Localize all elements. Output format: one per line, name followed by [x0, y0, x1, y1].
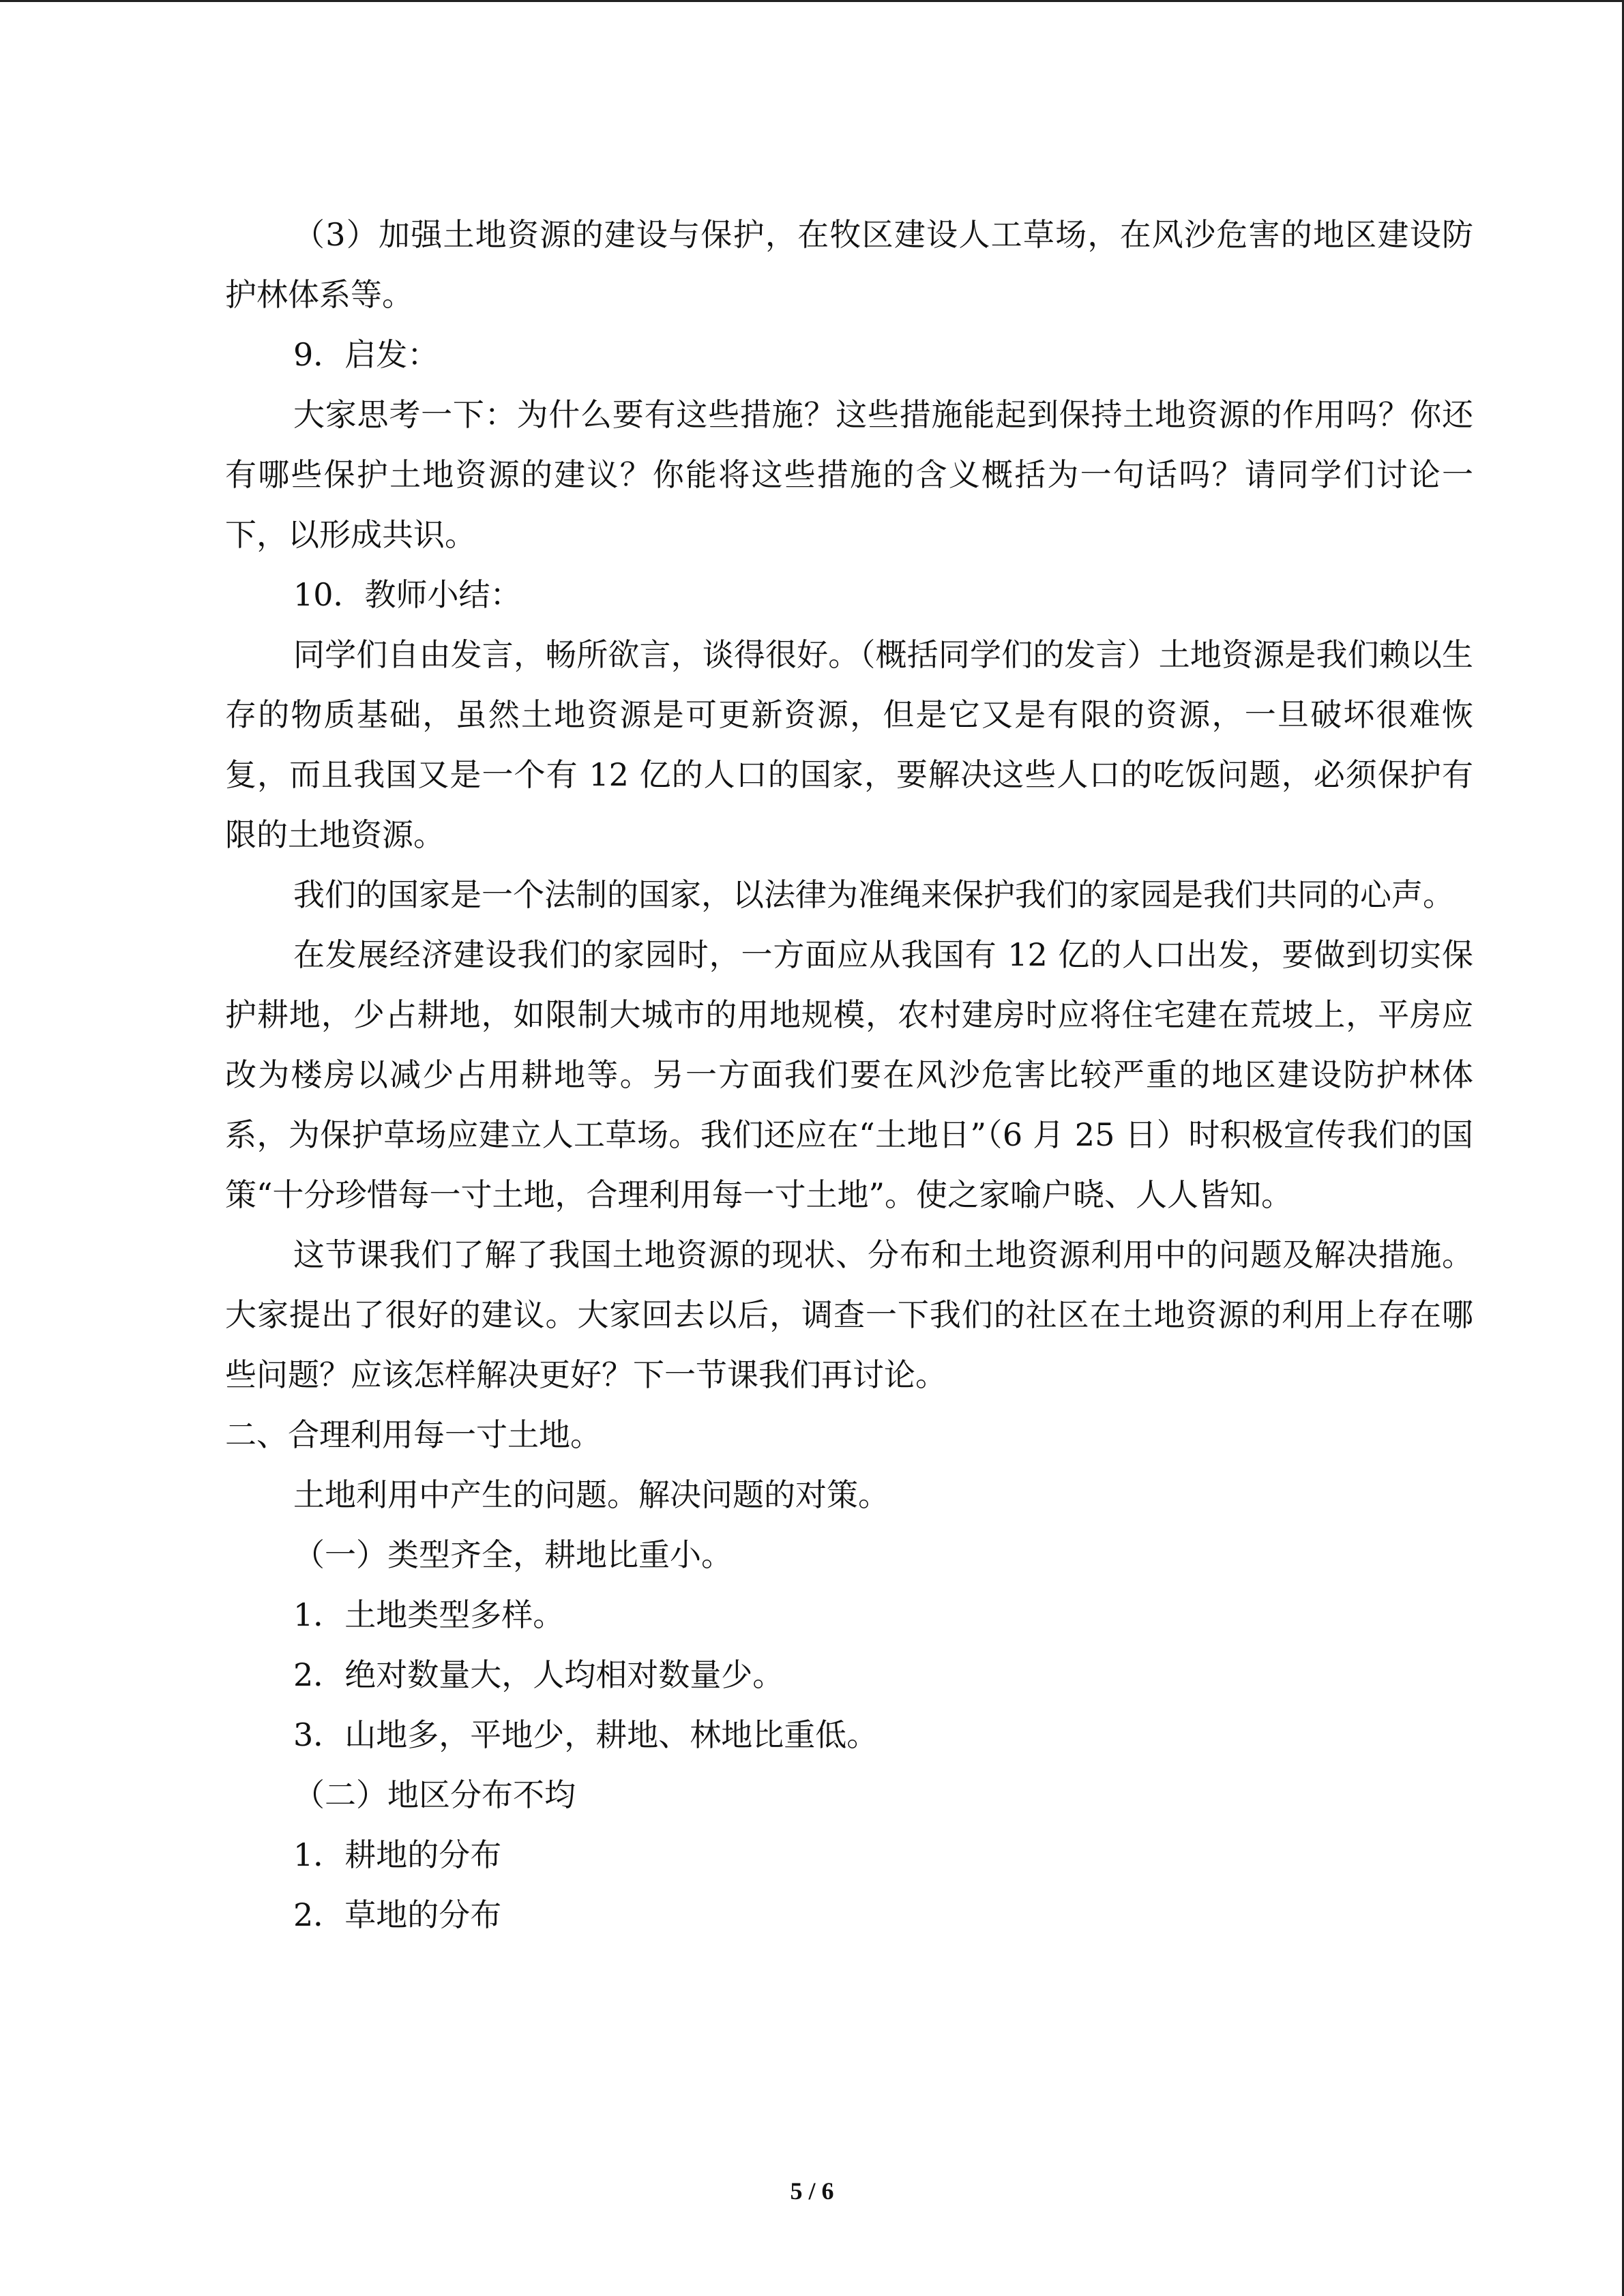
paragraph-legal-protection: 我们的国家是一个法制的国家，以法律为准绳来保护我们的家园是我们共同的心声。 [293, 876, 1454, 913]
page-number: 5 / 6 [790, 2177, 834, 2205]
subheading-uneven-distribution: （二）地区分布不均 [293, 1776, 576, 1813]
list-item-mountains-plains: 3．山地多，平地少，耕地、林地比重低。 [293, 1716, 879, 1753]
list-item-land-types: 1．土地类型多样。 [293, 1596, 565, 1633]
paragraph-heading-inspiration: 9．启发： [293, 336, 439, 373]
paragraph-lesson-wrapup: 这节课我们了解了我国土地资源的现状、分布和土地资源利用中的问题及解决措施。大家提出了很好的建议。大家回去以后，调查一下我们的社区在土地资源的利用上存在哪些问题？应该怎样解决更好？下一节课我们再讨论。 [225, 1236, 1473, 1393]
paragraph-problems-solutions: 土地利用中产生的问题。解决问题的对策。 [293, 1476, 889, 1513]
paragraph-summary-resources: 同学们自由发言，畅所欲言，谈得很好。（概括同学们的发言）土地资源是我们赖以生存的物质基础，虽然土地资源是可更新资源，但是它又是有限的资源，一旦破坏很难恢复，而且我国又是一个有 12 亿的人口的国家，要解决这些人口的吃饭问题，必须保护有限的土地资源。 [225, 636, 1473, 853]
list-item-grassland-distribution: 2．草地的分布 [293, 1896, 502, 1933]
top-border-line [0, 0, 1624, 2]
list-item-quantity: 2．绝对数量大，人均相对数量少。 [293, 1656, 784, 1693]
paragraph-heading-teacher-summary: 10．教师小结： [293, 576, 522, 613]
paragraph-economic-development: 在发展经济建设我们的家园时，一方面应从我国有 12 亿的人口出发，要做到切实保护耕地，少占耕地，如限制大城市的用地规模，农村建房时应将住宅建在荒坡上，平房应改为楼房以减少占用耕地等。另一方面我们要在风沙危害比较严重的地区建设防护林体系，为保护草场应建立人工草场。我们还应在“土地日”（6 月 25 日）时积极宣传我们的国策“十分珍惜每一寸土地，合理利用每一寸土地”。使之家喻户晓、人人皆知。 [225, 936, 1473, 1213]
paragraph-measures-3: （3）加强土地资源的建设与保护，在牧区建设人工草场，在风沙危害的地区建设防护林体系等。 [225, 216, 1473, 313]
subheading-types-complete: （一）类型齐全，耕地比重小。 [293, 1536, 733, 1573]
document-body [225, 205, 1473, 1945]
paragraph-discussion-prompt: 大家思考一下：为什么要有这些措施？这些措施能起到保持土地资源的作用吗？你还有哪些保护土地资源的建议？你能将这些措施的含义概括为一句话吗？请同学们讨论一下，以形成共识。 [225, 396, 1473, 553]
list-item-farmland-distribution: 1．耕地的分布 [293, 1836, 502, 1873]
section-heading-rational-use: 二、合理利用每一寸土地。 [225, 1416, 602, 1453]
